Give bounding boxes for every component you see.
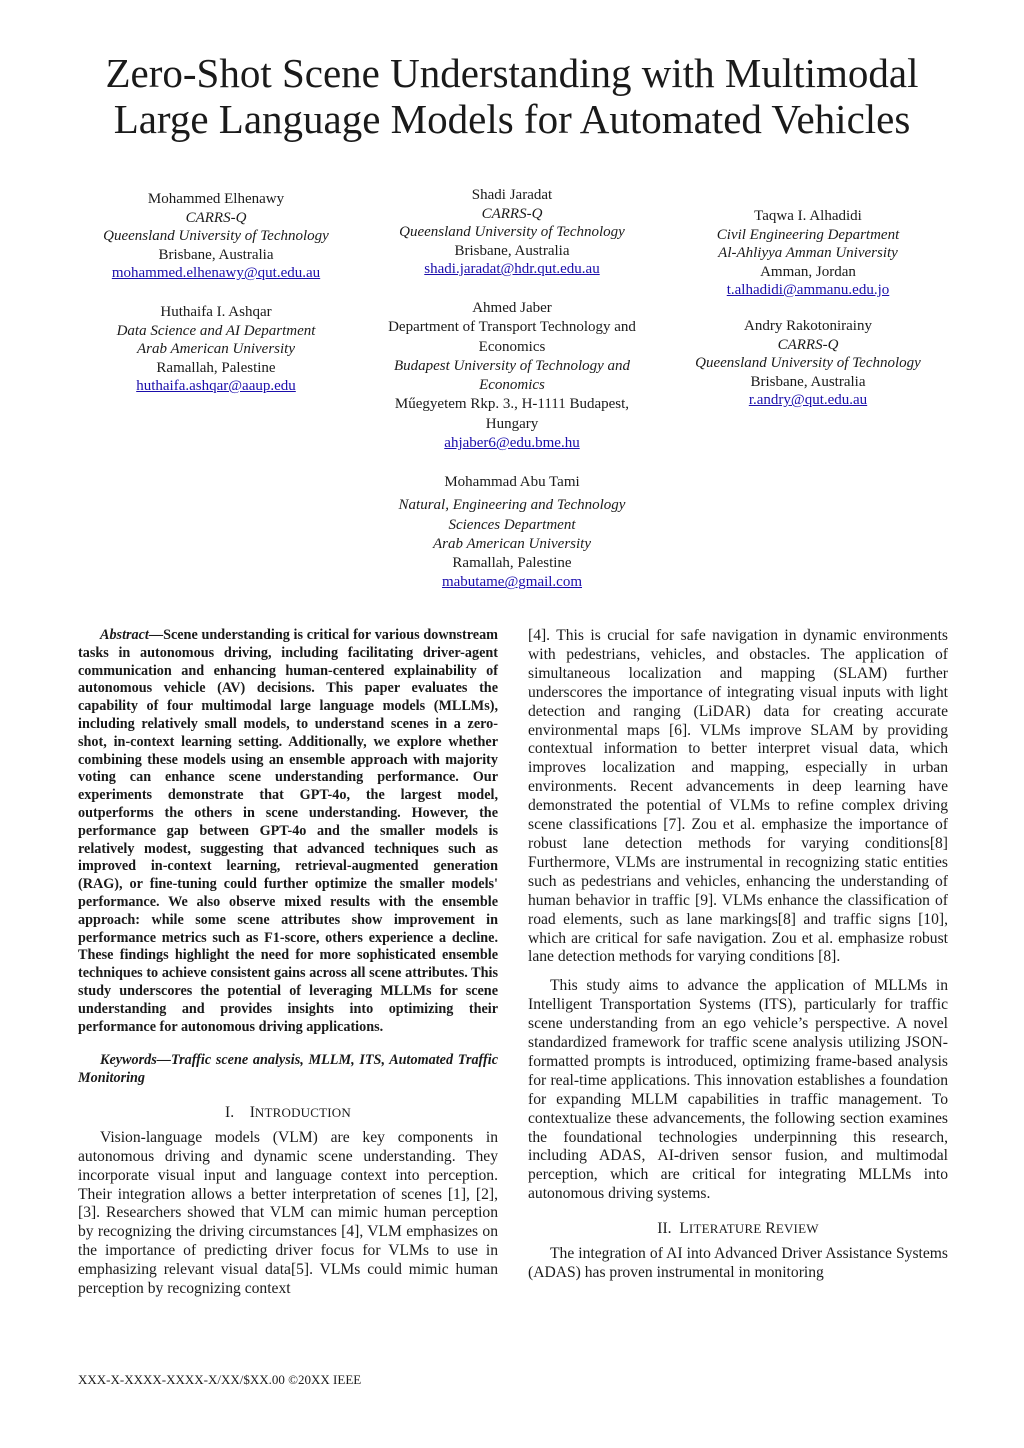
keywords-text: Traffic scene analysis, MLLM, ITS, Automated Traffic Monitoring: [78, 1052, 498, 1087]
intro-paragraph-1: Vision-language models (VLM) are key components in autonomous driving and dynamic scene understanding. They incorporate visual input and language context into perception. Their integration allows a better interpretation of scenes [1], [2], [3]. Researchers showed that VLM can mimic human perception by recognizing the driving circumstances [4], VLM emphasizes on the importance of predicting driver focus for VLMs to use in emphasizing relevant visual data[5]. VLMs could mimic human perception by recognizing context: [78, 1128, 498, 1298]
left-column: [78, 627, 498, 1299]
author-institution: Queensland University of Technology: [103, 228, 329, 244]
abstract-dash: —: [148, 627, 164, 643]
author-institution: Arab American University: [432, 535, 592, 552]
intro-paragraph-1-continued: [4]. This is crucial for safe navigation in dynamic environments with pedestrians, vehicles, and obstacles. The application of simultaneous localization and mapping (SLAM) further underscores the importance of integrating visual inputs with light detection and ranging (LiDAR) data for creating accurate environmental maps [6]. VLMs improve SLAM by providing contextual information to better interpret visual data, which improves localization and mapping, especially in urban environments. Recent advancements in deep learning have demonstrated the potential of VLMs to refine complex driving scene classifications [7]. Zou et al. emphasize the importance of robust lane detection methods for varying conditions[8] Furthermore, VLMs are instrumental in recognizing static entities such as pedestrians and vehicles, enhancing the understanding of human behavior in traffic [9]. VLMs enhance the classification of road elements, such as lane markings[8] and traffic signs [10], which are critical for safe navigation. Zou et al. emphasize robust lane detection methods for varying conditions [8].: [528, 627, 948, 966]
keywords: [78, 1052, 498, 1088]
section-numeral: I.: [225, 1103, 235, 1121]
right-column: [528, 627, 948, 1283]
author-affiliation: Department of Transport Technology and Economics: [388, 319, 636, 355]
copyright-footer: XXX-X-XXXX-XXXX-X/XX/$XX.00 ©20XX IEEE: [78, 1372, 362, 1387]
abstract-text: Scene understanding is critical for various downstream tasks in autonomous driving, including facilitating driver-agent communication and enhancing human-centered explainability of autonomous vehicle (AV) decisions. This paper evaluates the capability of four multimodal large language models (MLLMs), including relatively small models, to understand scenes in a zero-shot, in-context learning setting. Additionally, we explore whether combining these models using an ensemble approach with majority voting can enhance scene understanding performance. Our experiments demonstrate that GPT-4o, the largest model, outperforms the others in scene understanding. However, the performance gap between GPT-4o and the smaller models is relatively modest, suggesting that advanced techniques such as improved in-context learning, retrieval-augmented generation (RAG), or fine-tuning could further optimize the smaller models' performance. We also observe mixed results with the ensemble approach: while some scene attributes show improvement in performance metrics such as F1-score, others experience a decline. These findings highlight the need for more sophisticated ensemble techniques to achieve consistent gains across all scene attributes. This study underscores the potential of leveraging MLLMs for scene understanding and provides insights into optimizing their performance for autonomous driving applications.: [78, 627, 498, 1035]
abstract: [78, 627, 498, 1036]
author-institution: Arab American University: [136, 341, 296, 357]
section-numeral: II.: [657, 1220, 672, 1238]
author-name: Huthaifa I. Ashqar: [160, 304, 272, 320]
section-initial: R: [765, 1220, 776, 1238]
author-institution: Budapest University of Technology and Economics: [393, 357, 631, 394]
author-location: Amman, Jordan: [760, 263, 856, 280]
author-name: Taqwa I. Alhadidi: [754, 208, 862, 224]
author-institution: Queensland University of Technology: [399, 224, 625, 240]
author-email-link[interactable]: shadi.jaradat@hdr.qut.edu.au: [424, 261, 600, 277]
author-jaber: [380, 299, 644, 453]
author-name: Ahmed Jaber: [472, 300, 552, 316]
title-line-2: Large Language Models for Automated Vehicles: [113, 96, 911, 142]
title-line-1: Zero-Shot Scene Understanding with Multimodal: [105, 50, 919, 96]
author-email-link[interactable]: r.andry@qut.edu.au: [748, 392, 868, 408]
author-jaradat: [374, 186, 650, 279]
intro-paragraph-2: This study aims to advance the application of MLLMs in Intelligent Transportation Systems (ITS), particularly for traffic scene understanding from an ego vehicle’s perspective. A novel standardized framework for traffic scene analysis utilizing JSON-formatted prompts is introduced, optimizing frame-based analysis for real-time applications. This innovation establishes a foundation for expanding MLLM capabilities in traffic management. To contextualize these advancements, the following section examines the foundational technologies underpinning this research, including ADAS, AI-driven sensor fusion, and multimodal perception, which are critical for integrating MLLMs into autonomous driving systems.: [528, 977, 948, 1203]
section-initial: I: [249, 1103, 255, 1121]
section-heading-introduction: [78, 1104, 498, 1123]
author-name: Andry Rakotonirainy: [744, 318, 872, 334]
author-email-link[interactable]: t.alhadidi@ammanu.edu.jo: [726, 282, 890, 298]
section-title-rest: ITERATURE: [688, 1221, 762, 1237]
author-affiliation: Data Science and AI Department: [116, 322, 316, 339]
author-email-link[interactable]: mohammed.elhenawy@qut.edu.au: [111, 265, 321, 281]
author-name: Shadi Jaradat: [471, 187, 553, 203]
author-location: Brisbane, Australia: [158, 246, 274, 263]
author-affiliation: CARRS-Q: [185, 209, 247, 226]
author-email-link[interactable]: mabutame@gmail.com: [441, 574, 583, 591]
author-email-link[interactable]: huthaifa.ashqar@aaup.edu: [136, 378, 296, 394]
paper-title: [40, 50, 984, 142]
abstract-label: Abstract: [100, 627, 149, 643]
author-affiliation: CARRS-Q: [777, 336, 839, 353]
author-affiliation: Civil Engineering Department: [716, 226, 900, 243]
author-location: Ramallah, Palestine: [452, 555, 572, 572]
author-rakotonirainy: [670, 317, 946, 410]
section-heading-literature-review: [528, 1220, 948, 1239]
author-institution: Al-Ahliyya Amman University: [718, 245, 898, 261]
author-affiliation: Natural, Engineering and Technology Sciences Department: [398, 497, 626, 533]
author-email-link[interactable]: ahjaber6@edu.bme.hu: [444, 435, 580, 452]
literature-paragraph-1: The integration of AI into Advanced Driver Assistance Systems (ADAS) has proven instrumental in monitoring: [528, 1245, 948, 1281]
author-alhadidi: [670, 207, 946, 300]
section-title-rest: EVIEW: [775, 1221, 819, 1237]
author-name: Mohammad Abu Tami: [444, 474, 580, 490]
author-affiliation: CARRS-Q: [481, 205, 543, 222]
author-ashqar: [78, 303, 354, 396]
keywords-dash: —: [156, 1052, 171, 1069]
author-location: Brisbane, Australia: [750, 373, 866, 390]
keywords-label: Keywords: [100, 1052, 157, 1069]
author-name: Mohammed Elhenawy: [147, 191, 285, 207]
author-location: Műegyetem Rkp. 3., H-1111 Budapest, Hungary: [394, 396, 630, 432]
section-initial: L: [679, 1220, 689, 1238]
author-location: Ramallah, Palestine: [156, 359, 276, 376]
author-location: Brisbane, Australia: [454, 242, 570, 259]
author-abutami: [392, 473, 632, 593]
author-elhenawy: [78, 190, 354, 283]
author-institution: Queensland University of Technology: [695, 355, 921, 371]
section-title-rest: NTRODUCTION: [254, 1104, 351, 1120]
